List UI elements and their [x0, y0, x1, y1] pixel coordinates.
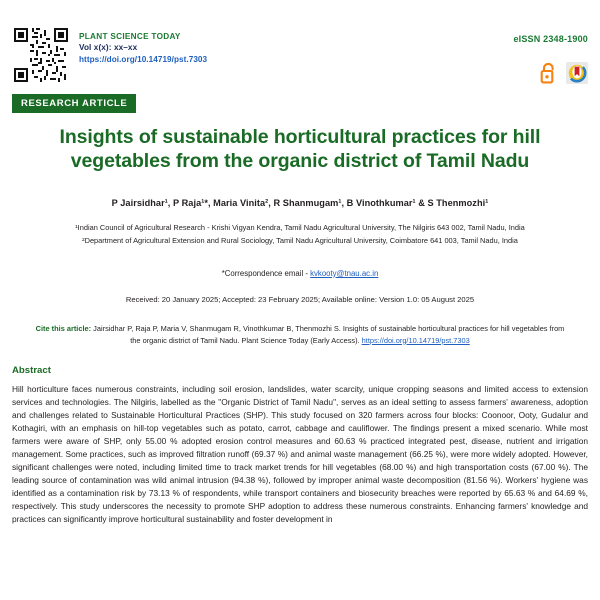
article-type-badge: RESEARCH ARTICLE — [12, 94, 136, 113]
cite-this-article-label: Cite this article: — [35, 323, 94, 333]
journal-title: PLANT SCIENCE TODAY — [79, 32, 181, 41]
eissn-label: eISSN 2348-1900 — [513, 34, 588, 44]
masthead-right — [513, 26, 588, 84]
abstract-heading: Abstract — [12, 364, 51, 376]
affiliations — [12, 222, 588, 248]
citation-doi-link[interactable]: https://doi.org/10.14719/pst.7303 — [361, 335, 470, 345]
open-access-lock-icon[interactable] — [540, 62, 557, 84]
author-list: P Jairsidhar¹, P Raja¹*, Maria Vinita², R Shanmugam¹, B Vinothkumar¹ & S Thenmozhi¹ — [111, 197, 489, 208]
qr-code-icon[interactable] — [12, 26, 70, 84]
crossmark-badge-icon[interactable] — [566, 62, 588, 84]
publication-dates: Received: 20 January 2025; Accepted: 23 February 2025; Available online: Version 1.0: 05 August 2025 — [125, 294, 475, 304]
correspondence-label: *Correspondence email - — [221, 268, 311, 278]
citation-block — [12, 323, 588, 347]
citation-text: Jairsidhar P, Raja P, Maria V, Shanmugam R, Vinothkumar B, Thenmozhi S. Insights of sustainable horticultural practices for hill vegetables from the organic district of Tamil Nadu. Plant Science Today (Early Access). — [93, 323, 565, 345]
journal-volume: Vol x(x): xx–xx — [79, 43, 138, 53]
correspondence-line — [12, 269, 588, 278]
abstract-body: Hill horticulture faces numerous constraints, including soil erosion, landslides, water scarcity, unique cropping seasons and limited access to extension services and technologies. The Nilgiris, labelled as the "Organic District of Tamil Nadu", serves as an ideal setting to assess farmers' awareness, adoption and challenges related to Sustainable Horticultural Practices (SHP). This study focused on 320 farmers across four blocks: Coonoor, Ooty, Gudalur and Kothagiri, with an emphasis on hill-top vegetables such as potato, carrot, cabbage and cauliflower. The findings present a mixed scenario. While most farmers were aware of SHP, only 55.00 % adopted erosion control measures and 60.63 % practiced integrated pest, disease, nutrient and irrigation management. Some practices, such as improved filtration runoff (69.37 %) and animal waste management (66.25 %), were more widely adopted. However, significant challenges were noted, including limited time to track market trends for hill vegetables (68.00 %) and high transportation costs (67.00 %). The leading source of contamination was wild animal intrusion (94.38 %), followed by improper animal waste decomposition (81.56 %). Workers' hygiene was identified as a contamination risk by 73.13 % of respondents, while transport containers and biosecurity breaches were reported by 65.63 % and 64.69 %, respectively. This study underscores the necessity to promote SHP adoption to address these numerous constraints. Enhancing farmers' knowledge and practices can significantly improve horticultural sustainability and foster development in — [12, 383, 588, 524]
abstract-section — [12, 365, 588, 526]
masthead — [12, 0, 588, 84]
journal-info — [79, 26, 207, 65]
masthead-left — [12, 26, 207, 84]
page-title: Insights of sustainable horticultural practices for hill vegetables from the organic district of Tamil Nadu — [59, 126, 541, 173]
badge-row — [513, 62, 588, 84]
affiliation-2: ²Department of Agricultural Extension and Rural Sociology, Tamil Nadu Agricultural University, Coimbatore 641 003, Tamil Nadu, India — [82, 235, 518, 245]
affiliation-1: ¹Indian Council of Agricultural Research - Krishi Vigyan Kendra, Tamil Nadu Agricultural University, The Nilgiris 643 002, Tamil Nadu, India — [75, 222, 525, 232]
correspondence-email-link[interactable]: kvkooty@tnau.ac.in — [310, 268, 379, 278]
journal-doi-link[interactable]: https://doi.org/10.14719/pst.7303 — [79, 54, 208, 64]
